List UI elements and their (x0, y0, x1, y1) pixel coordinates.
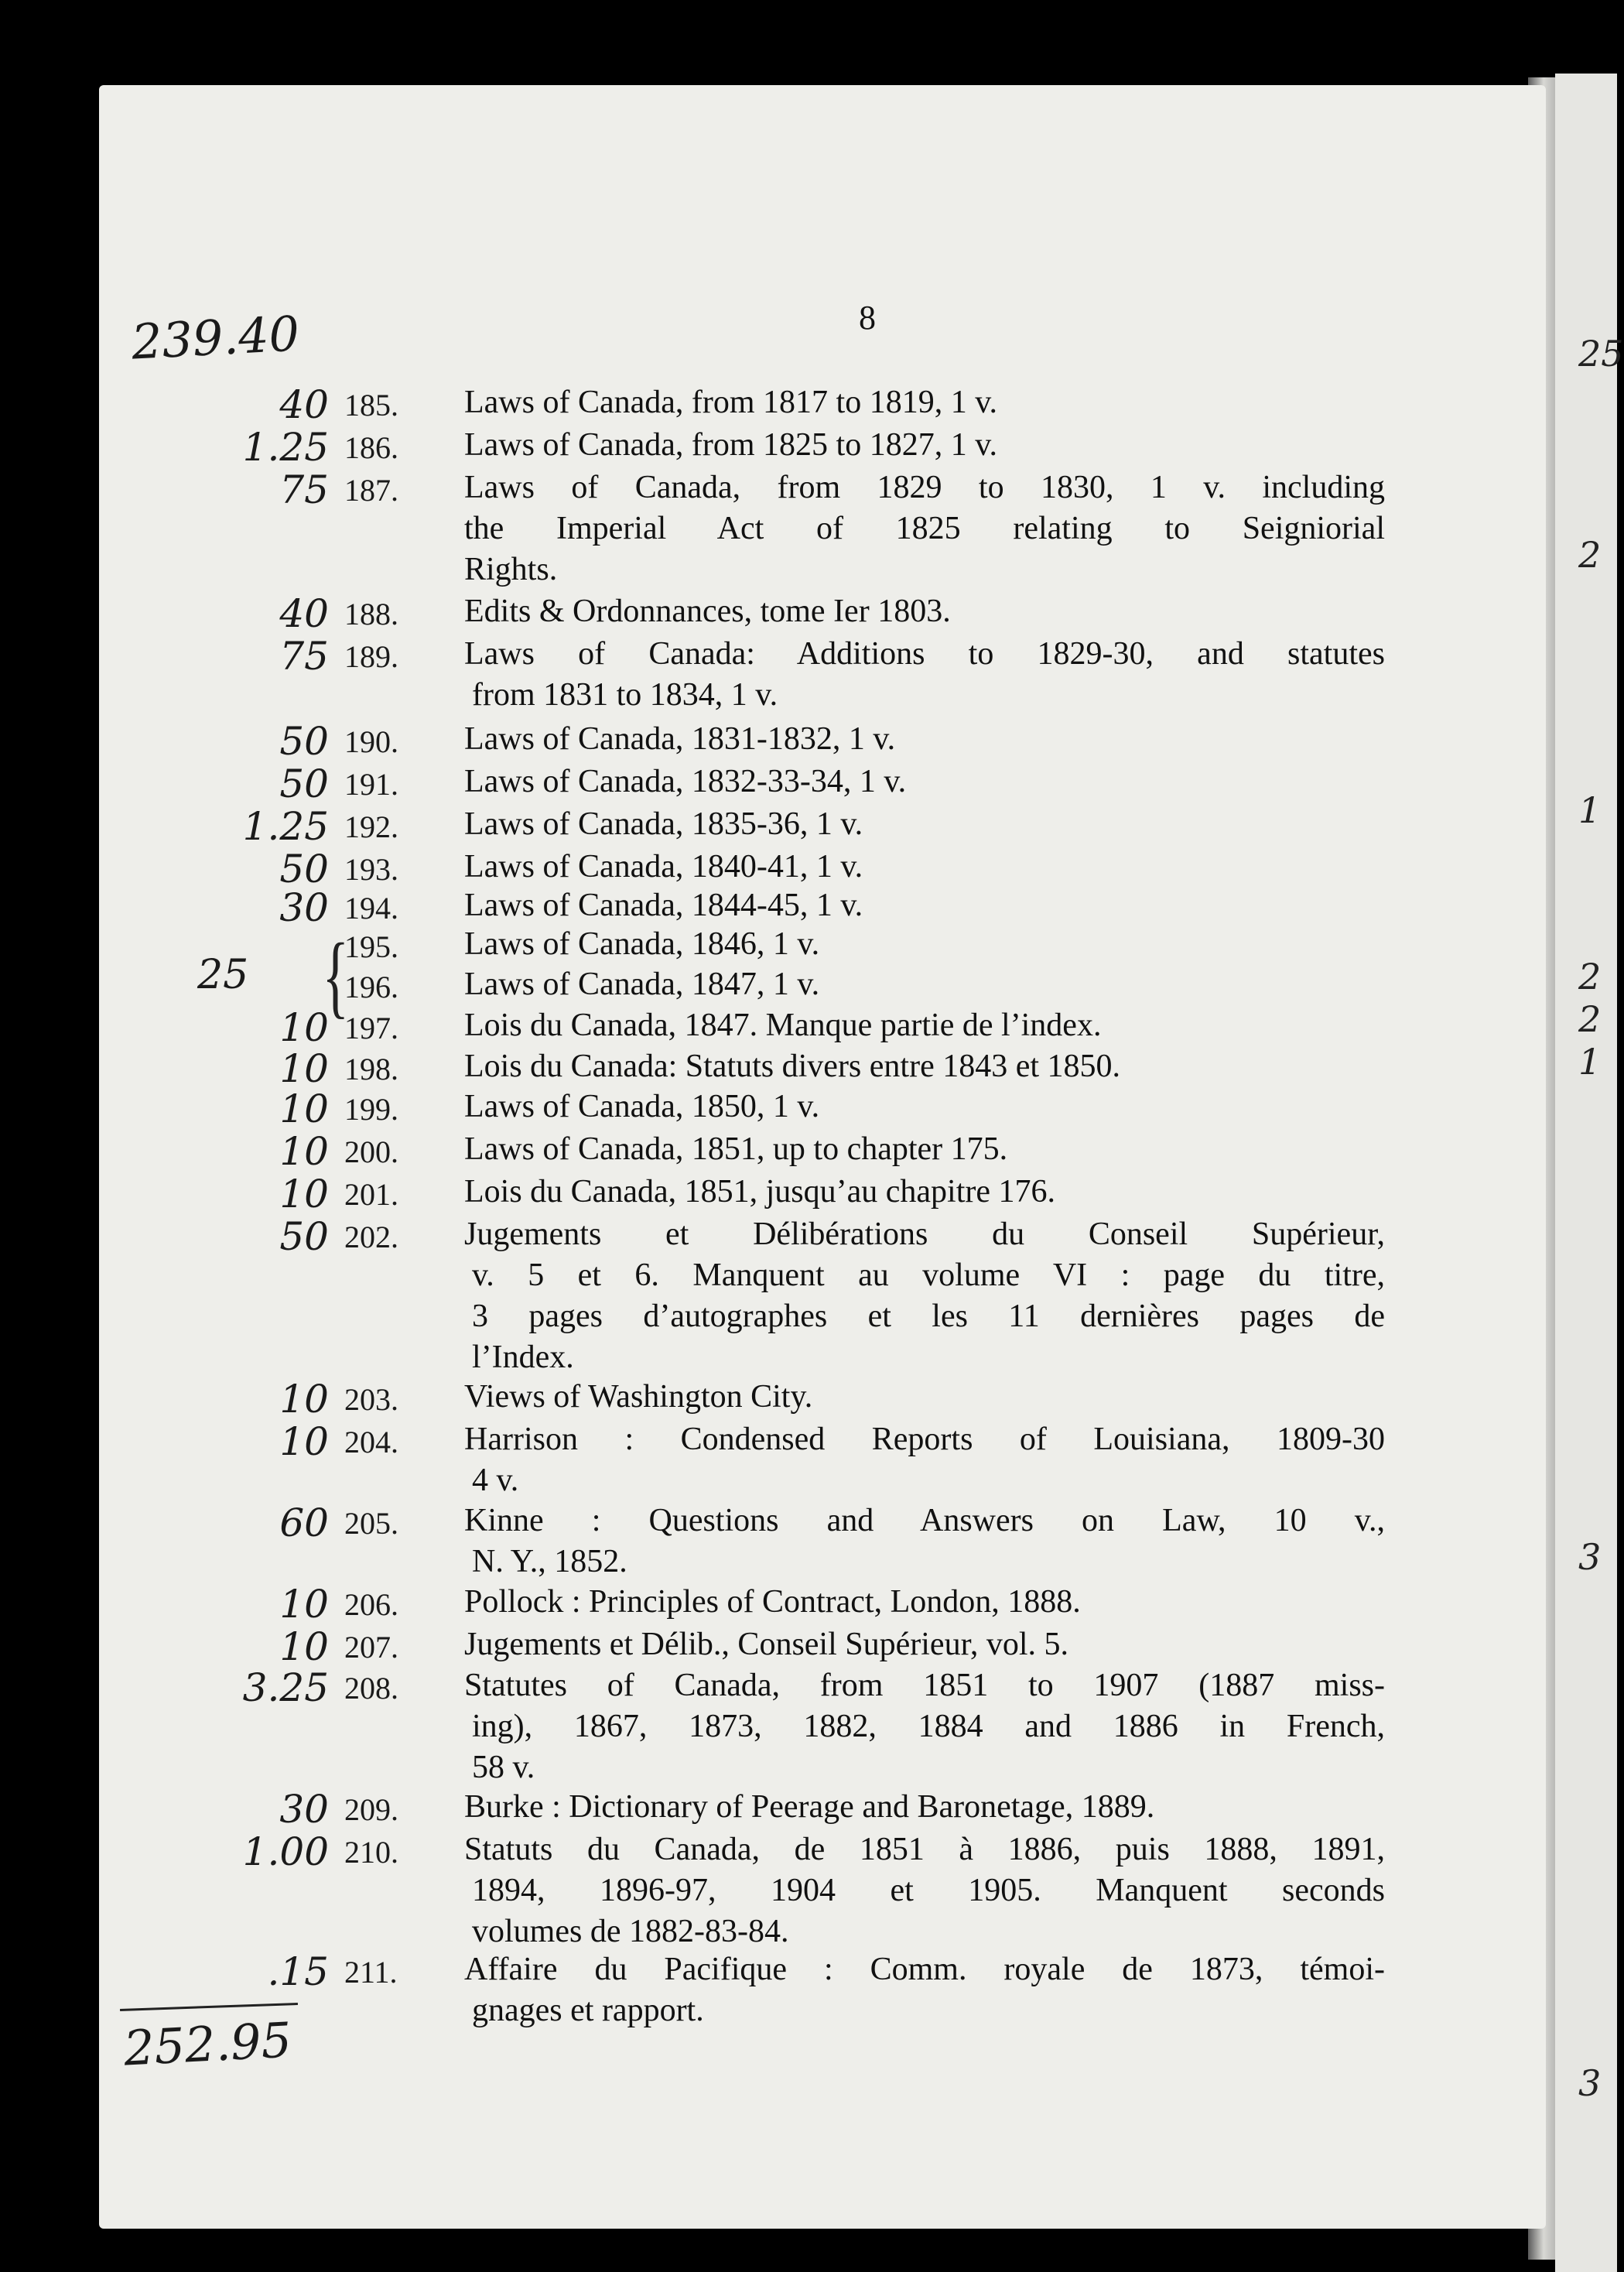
entry-line: Statutes of Canada, from 1851 to 1907 (1887 miss- (464, 1668, 1385, 1703)
entry-number: 210. (344, 1835, 398, 1870)
entry-text (464, 1172, 1385, 1213)
entry-line: Laws of Canada, 1850, 1 v. (464, 1089, 820, 1124)
entry-number: 189. (344, 639, 398, 674)
catalog-entry (0, 1214, 1617, 1375)
handwritten-price: 1.25 (242, 804, 329, 849)
entry-line: Laws of Canada, 1847, 1 v. (464, 967, 820, 1002)
entry-text (464, 964, 1385, 1005)
handwritten-price: 10 (279, 1419, 329, 1464)
entry-line: Lois du Canada, 1851, jusqu’au chapitre 176. (464, 1174, 1055, 1210)
entry-line: gnages et rapport. (472, 1993, 704, 2028)
entry-line: Kinne : Questions and Answers on Law, 10 v., (464, 1503, 1385, 1538)
handwritten-price: 10 (279, 1005, 329, 1050)
bracket-price: 25 (197, 952, 249, 998)
entry-line: Affaire du Pacifique : Comm. royale de 1873, témoi- (464, 1952, 1385, 1987)
entry-number: 200. (344, 1134, 398, 1169)
entry-line: l’Index. (472, 1340, 574, 1375)
entry-line: Laws of Canada, from 1829 to 1830, 1 v. including (464, 470, 1385, 505)
entry-number: 208. (344, 1671, 398, 1706)
entry-text (464, 1005, 1385, 1046)
entry-text (464, 1624, 1385, 1665)
facing-page-mark: 3 (1578, 2062, 1602, 2104)
entry-text (464, 1046, 1385, 1087)
entry-number: 194. (344, 891, 398, 926)
entry-text (464, 1787, 1385, 1828)
entry-text (464, 1214, 1385, 1378)
handwritten-price: 10 (279, 1046, 329, 1091)
handwritten-price: 10 (279, 1624, 329, 1669)
handwritten-price: 50 (279, 761, 329, 806)
entry-line: Laws of Canada: Additions to 1829-30, and statutes (464, 636, 1385, 672)
entry-line: Edits & Ordonnances, tome Ier 1803. (464, 594, 951, 629)
entry-number: 199. (344, 1092, 398, 1127)
entry-number: 192. (344, 809, 398, 844)
handwritten-price: 50 (279, 847, 329, 891)
entry-line: Laws of Canada, 1831-1832, 1 v. (464, 721, 896, 757)
handwritten-price: 1.00 (242, 1829, 329, 1874)
handwritten-price: 50 (279, 1214, 329, 1259)
handwritten-price: .15 (267, 1949, 329, 1994)
entry-text (464, 634, 1385, 716)
entry-line: ing), 1867, 1873, 1882, 1884 and 1886 in French, (472, 1709, 1385, 1744)
handwritten-price: 75 (279, 634, 329, 679)
facing-page-mark: 2 (1578, 534, 1602, 576)
entry-text (464, 591, 1385, 632)
handwritten-price: 1.25 (242, 425, 329, 470)
entry-text (464, 1665, 1385, 1788)
entry-number: 207. (344, 1630, 398, 1665)
entry-line: 1894, 1896-97, 1904 et 1905. Manquent seconds (472, 1873, 1385, 1908)
entry-text (464, 1500, 1385, 1583)
entry-number: 196. (344, 970, 398, 1004)
page-number: 8 (859, 299, 876, 337)
entry-line: Laws of Canada, 1832-33-34, 1 v. (464, 764, 907, 799)
entry-line: Lois du Canada, 1847. Manque partie de l’index. (464, 1008, 1102, 1043)
entry-text (464, 1377, 1385, 1418)
entry-line: N. Y., 1852. (472, 1544, 627, 1579)
entry-line: Harrison : Condensed Reports of Louisiana, 1809-30 (464, 1422, 1385, 1457)
entry-number: 201. (344, 1177, 398, 1212)
handwritten-price: 30 (279, 1787, 329, 1832)
running-total-bottom: 252.95 (122, 2011, 293, 2077)
handwritten-price: 60 (279, 1500, 329, 1545)
facing-page-mark: 1 (1578, 1041, 1602, 1083)
entry-number: 190. (344, 724, 398, 759)
entry-line: Jugements et Délib., Conseil Supérieur, vol. 5. (464, 1627, 1069, 1662)
entry-line: v. 5 et 6. Manquent au volume VI : page du titre, (472, 1257, 1385, 1293)
entry-text (464, 804, 1385, 845)
handwritten-price: 10 (279, 1172, 329, 1216)
handwritten-price: 75 (279, 467, 329, 512)
entry-line: Laws of Canada, 1840-41, 1 v. (464, 849, 863, 885)
entry-number: 188. (344, 597, 398, 631)
handwritten-price: 10 (279, 1129, 329, 1174)
entry-number: 205. (344, 1506, 398, 1541)
entry-line: Views of Washington City. (464, 1379, 813, 1415)
entry-number: 209. (344, 1792, 398, 1827)
facing-page-mark: 3 (1578, 1536, 1602, 1578)
entry-line: Laws of Canada, from 1825 to 1827, 1 v. (464, 427, 997, 463)
handwritten-price: 10 (279, 1086, 329, 1131)
entry-line: Burke : Dictionary of Peerage and Baronetage, 1889. (464, 1789, 1155, 1825)
entry-number: 195. (344, 929, 398, 964)
entry-line: Statuts du Canada, de 1851 à 1886, puis 1888, 1891, (464, 1832, 1385, 1867)
catalog-entry (0, 1419, 1617, 1498)
entry-line: Jugements et Délibérations du Conseil Supérieur, (464, 1216, 1385, 1252)
entry-line: Laws of Canada, 1851, up to chapter 175. (464, 1131, 1008, 1167)
entry-text (464, 719, 1385, 760)
entry-number: 204. (344, 1425, 398, 1459)
entry-line: 3 pages d’autographes et les 11 dernières pages de (472, 1299, 1385, 1334)
handwritten-price: 30 (279, 885, 329, 930)
entry-line: 58 v. (472, 1750, 535, 1785)
entry-line: the Imperial Act of 1825 relating to Seigniorial (464, 511, 1385, 546)
entry-text (464, 847, 1385, 888)
entry-number: 191. (344, 767, 398, 802)
catalog-entry (0, 1665, 1617, 1785)
entry-number: 203. (344, 1382, 398, 1417)
facing-page-mark: 25 (1578, 333, 1624, 375)
running-total-top: 239.40 (130, 305, 301, 371)
catalog-entry (0, 634, 1617, 713)
bracket-brace: { (322, 924, 350, 1027)
catalog-entry (0, 467, 1617, 587)
entry-line: Pollock : Principles of Contract, London, 1888. (464, 1584, 1081, 1620)
entry-text (464, 1829, 1385, 1952)
entry-text (464, 467, 1385, 590)
entry-number: 186. (344, 430, 398, 465)
handwritten-price: 40 (279, 591, 329, 636)
entry-line: Rights. (464, 552, 558, 587)
entry-number: 197. (344, 1011, 398, 1045)
entry-number: 187. (344, 473, 398, 508)
entry-number: 185. (344, 388, 398, 423)
entry-text (464, 1129, 1385, 1170)
entry-line: volumes de 1882-83-84. (472, 1914, 789, 1949)
facing-page-mark: 2 (1578, 998, 1602, 1040)
entry-number: 202. (344, 1220, 398, 1254)
entry-line: Laws of Canada, 1844-45, 1 v. (464, 888, 863, 923)
handwritten-price: 10 (279, 1377, 329, 1422)
entry-text (464, 1086, 1385, 1127)
entry-number: 193. (344, 852, 398, 887)
entry-line: Laws of Canada, 1846, 1 v. (464, 926, 820, 962)
facing-page-mark: 2 (1578, 956, 1602, 997)
entry-text (464, 885, 1385, 926)
entry-line: from 1831 to 1834, 1 v. (472, 677, 778, 713)
entry-number: 198. (344, 1052, 398, 1086)
facing-page-mark: 1 (1578, 789, 1602, 831)
catalog-entry (0, 1949, 1617, 2028)
entry-line: Laws of Canada, from 1817 to 1819, 1 v. (464, 385, 997, 420)
entry-line: Lois du Canada: Statuts divers entre 1843 et 1850. (464, 1049, 1121, 1084)
entry-number: 206. (344, 1587, 398, 1622)
entry-text (464, 425, 1385, 466)
entry-line: Laws of Canada, 1835-36, 1 v. (464, 806, 863, 842)
entry-text (464, 924, 1385, 965)
handwritten-price: 40 (279, 382, 329, 427)
entry-line: 4 v. (472, 1463, 519, 1498)
entry-text (464, 1419, 1385, 1501)
handwritten-price: 10 (279, 1582, 329, 1627)
entry-text (464, 1582, 1385, 1623)
catalog-entry (0, 1829, 1617, 1949)
handwritten-price: 3.25 (242, 1665, 329, 1710)
entry-number: 211. (344, 1955, 398, 1990)
catalog-entry (0, 1500, 1617, 1579)
entry-text (464, 382, 1385, 423)
entry-text (464, 1949, 1385, 2031)
entry-text (464, 761, 1385, 802)
handwritten-price: 50 (279, 719, 329, 764)
